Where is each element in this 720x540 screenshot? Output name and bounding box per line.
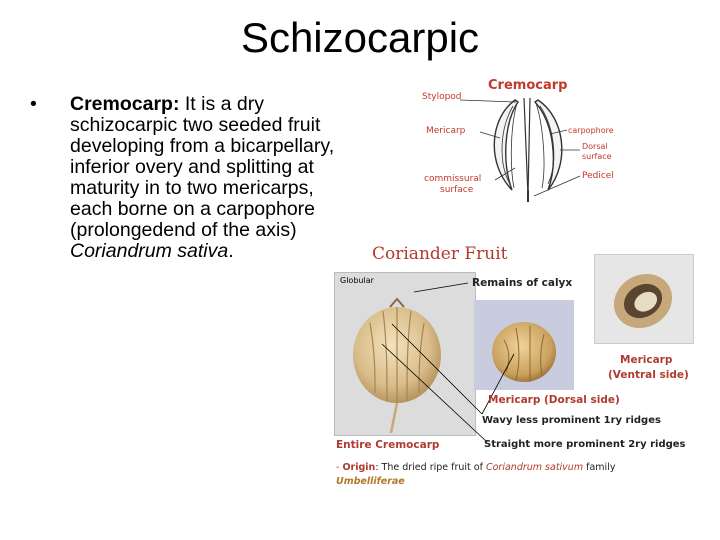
origin-label: Origin: [342, 462, 376, 473]
bullet-term: Cremocarp:: [70, 93, 180, 115]
label-entire-cremocarp: Entire Cremocarp: [336, 439, 440, 451]
label-mericarp-ventral-1: Mericarp: [620, 354, 673, 366]
label-dorsal: Dorsal: [582, 142, 608, 151]
label-mericarp-ventral-2: (Ventral side): [608, 369, 689, 381]
label-pedicel: Pedicel: [582, 171, 614, 181]
label-dorsal-surface: surface: [582, 152, 612, 161]
bullet-body: It is a dry schizocarpic two seeded fruit developing from a bicarpellary, inferior overy and splitting at maturity in to two mericarps, each borne on a carpophore (prolongedend of the axis): [70, 93, 335, 241]
label-stylopod: Stylopod: [422, 92, 462, 102]
origin-species: Coriandrum sativum: [485, 462, 584, 473]
origin-text: The dried ripe fruit of: [381, 462, 486, 473]
coriander-title: Coriander Fruit: [372, 244, 508, 264]
label-globular: Globular: [340, 276, 374, 285]
cremocarp-title: Cremocarp: [488, 78, 568, 93]
label-commissural-surface: surface: [440, 185, 474, 195]
label-mericarp: Mericarp: [426, 126, 466, 136]
cremocarp-diagram: [420, 78, 640, 203]
label-carpophore: carpophore: [568, 126, 614, 135]
label-commissural: commissural: [424, 174, 482, 184]
origin-bullet: -: [336, 462, 340, 473]
origin-line: [336, 462, 615, 473]
origin-family-name: Umbelliferae: [336, 476, 405, 487]
bullet-symbol: •: [30, 93, 37, 115]
label-straight-ridges: Straight more prominent 2ry ridges: [484, 439, 686, 450]
bullet-text: [70, 94, 350, 262]
origin-colon: :: [375, 462, 379, 473]
coriander-figure: [332, 244, 692, 494]
bullet-end: .: [228, 240, 234, 262]
origin-family: family: [583, 462, 616, 473]
bullet-species: Coriandrum sativa: [70, 240, 229, 262]
label-remains-calyx: Remains of calyx: [472, 277, 573, 289]
label-mericarp-dorsal: Mericarp (Dorsal side): [488, 394, 620, 406]
slide-title: Schizocarpic: [240, 14, 480, 61]
label-wavy-ridges: Wavy less prominent 1ry ridges: [482, 415, 661, 426]
